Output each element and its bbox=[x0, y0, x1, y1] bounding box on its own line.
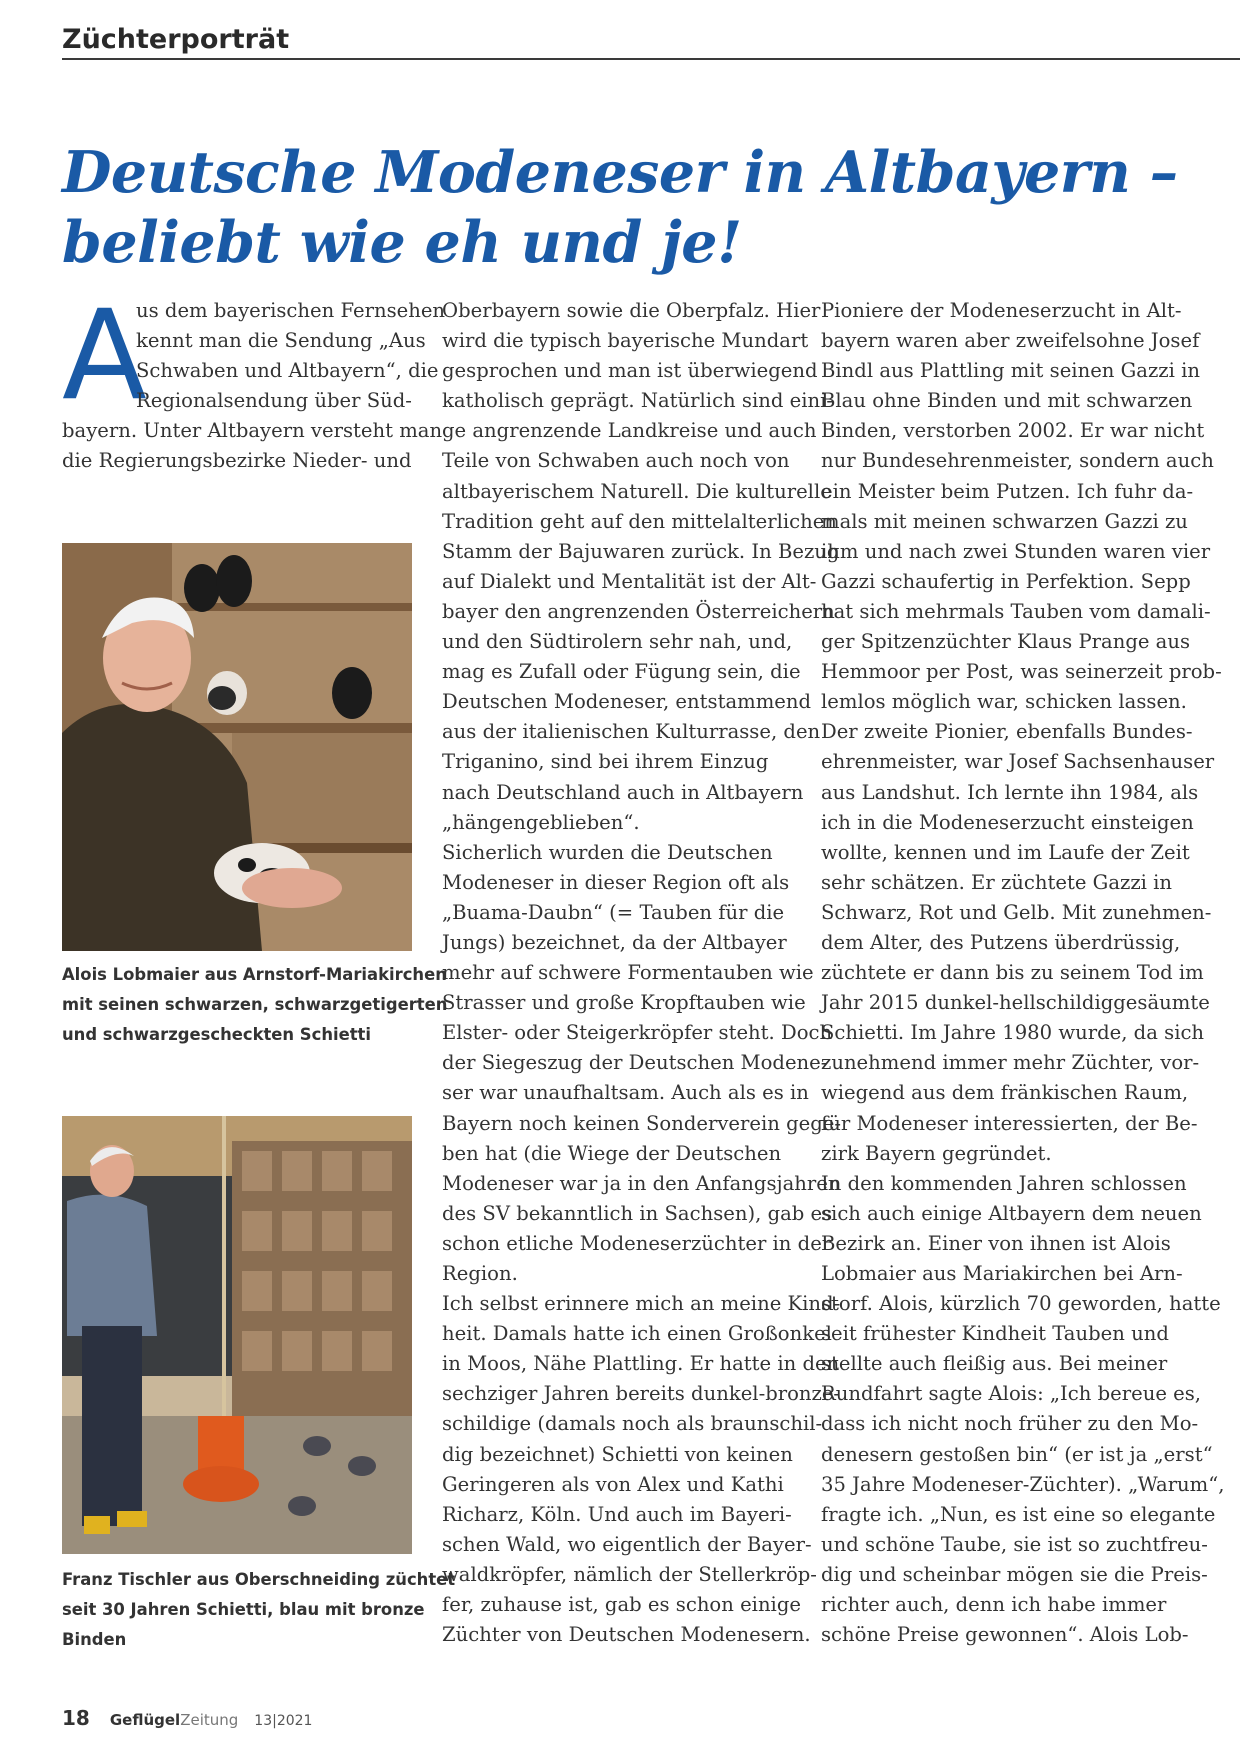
headline-line-1: Deutsche Modeneser in Altbayern – bbox=[62, 139, 1178, 206]
text-line: zunehmend immer mehr Züchter, vor- bbox=[821, 1051, 1200, 1075]
text-line: in Moos, Nähe Plattling. Er hatte in den bbox=[442, 1352, 840, 1376]
text-line: Bindl aus Plattling mit seinen Gazzi in bbox=[821, 359, 1200, 383]
photo-breeder-tischler bbox=[62, 1116, 412, 1554]
text-line: aus der italienischen Kulturrasse, den bbox=[442, 720, 821, 744]
text-line: ein Meister beim Putzen. Ich fuhr da- bbox=[821, 479, 1194, 503]
text-line: sehr schätzen. Er züchtete Gazzi in bbox=[821, 870, 1173, 894]
page-number: 18 bbox=[62, 1706, 90, 1730]
drop-cap: A bbox=[62, 284, 147, 428]
text-line: Hemmoor per Post, was seinerzeit prob- bbox=[821, 660, 1222, 684]
text-column-2 bbox=[442, 296, 841, 1650]
headline-line-2: beliebt wie eh und je! bbox=[62, 209, 742, 276]
text-line: fer, zuhause ist, gab es schon einige bbox=[442, 1593, 801, 1617]
text-line: auf Dialekt und Mentalität ist der Alt- bbox=[442, 569, 817, 593]
text-line: denesern gestoßen bin“ (er ist ja „erst“ bbox=[821, 1442, 1213, 1466]
text-line: mag es Zufall oder Fügung sein, die bbox=[442, 660, 801, 684]
text-line: bayern waren aber zweifelsohne Josef bbox=[821, 329, 1200, 353]
text-line: sich auch einige Altbayern dem neuen bbox=[821, 1201, 1202, 1225]
text-line: Modeneser in dieser Region oft als bbox=[442, 870, 790, 894]
text-line: wiegend aus dem fränkischen Raum, bbox=[821, 1081, 1189, 1105]
text-line: Richarz, Köln. Und auch im Bayeri- bbox=[442, 1502, 792, 1526]
text-line: die Regierungsbezirke Nieder- und bbox=[62, 449, 412, 473]
text-line: schöne Preise gewonnen“. Alois Lob- bbox=[821, 1623, 1189, 1647]
text-line: ihm und nach zwei Stunden waren vier bbox=[821, 539, 1211, 563]
text-line: altbayerischem Naturell. Die kulturelle bbox=[442, 479, 832, 503]
text-line: sechziger Jahren bereits dunkel-bronze- bbox=[442, 1382, 841, 1406]
text-line: ehrenmeister, war Josef Sachsenhauser bbox=[821, 750, 1215, 774]
text-line: Stamm der Bajuwaren zurück. In Bezug bbox=[442, 539, 840, 563]
photo-breeder-lobmaier bbox=[62, 543, 412, 951]
section-title: Züchterporträt bbox=[62, 24, 290, 55]
text-line: seit frühester Kindheit Tauben und bbox=[821, 1322, 1169, 1346]
text-line: Pioniere der Modeneserzucht in Alt- bbox=[821, 299, 1182, 322]
text-line: kennt man die Sendung „Aus bbox=[136, 329, 426, 353]
photo-caption-1 bbox=[62, 960, 448, 1050]
photo-tischler-illustration bbox=[62, 1116, 412, 1554]
text-line: Deutschen Modeneser, entstammend bbox=[442, 690, 812, 714]
text-line: 35 Jahre Modeneser-Züchter). „Warum“, bbox=[821, 1472, 1225, 1496]
text-line: Züchter von Deutschen Modenesern. bbox=[442, 1623, 811, 1647]
text-line: und den Südtirolern sehr nah, und, bbox=[442, 630, 793, 654]
text-line: Bezirk an. Einer von ihnen ist Alois bbox=[821, 1231, 1171, 1255]
text-line: Geringeren als von Alex und Kathi bbox=[442, 1472, 784, 1496]
text-line: us dem bayerischen Fernsehen bbox=[136, 299, 446, 322]
article-headline bbox=[62, 138, 1182, 278]
text-line: des SV bekanntlich in Sachsen), gab es bbox=[442, 1201, 833, 1225]
text-line: Jahr 2015 dunkel-hellschildiggesäumte bbox=[821, 991, 1210, 1015]
text-line: Rundfahrt sagte Alois: „Ich bereue es, bbox=[821, 1382, 1202, 1406]
text-line: Binden, verstorben 2002. Er war nicht bbox=[821, 419, 1205, 443]
caption-line: mit seinen schwarzen, schwarzgetigerten bbox=[62, 995, 448, 1014]
text-line: „Buama-Daubn“ (= Tauben für die bbox=[442, 900, 785, 924]
text-line: bayern. Unter Altbayern versteht man bbox=[62, 419, 443, 443]
magazine-brand-light: Zeitung bbox=[180, 1711, 239, 1729]
text-line: nach Deutschland auch in Altbayern bbox=[442, 780, 804, 804]
text-line: Sicherlich wurden die Deutschen bbox=[442, 840, 773, 864]
text-line: hat sich mehrmals Tauben vom damali- bbox=[821, 599, 1211, 623]
text-line: mehr auf schwere Formentauben wie bbox=[442, 961, 814, 985]
text-line: ben hat (die Wiege der Deutschen bbox=[442, 1141, 782, 1165]
text-line: Oberbayern sowie die Oberpfalz. Hier bbox=[442, 299, 821, 322]
text-line: In den kommenden Jahren schlossen bbox=[821, 1171, 1187, 1195]
text-line: Tradition geht auf den mittelalterlichen bbox=[442, 509, 837, 533]
caption-line: seit 30 Jahren Schietti, blau mit bronze bbox=[62, 1600, 425, 1619]
text-line: dem Alter, des Putzens überdrüssig, bbox=[821, 930, 1181, 954]
text-line: schildige (damals noch als braunschil- bbox=[442, 1412, 823, 1436]
caption-line: und schwarzgescheckten Schietti bbox=[62, 1025, 372, 1044]
text-line: Schietti. Im Jahre 1980 wurde, da sich bbox=[821, 1021, 1205, 1045]
text-line: Elster- oder Steigerkröpfer steht. Doch bbox=[442, 1021, 833, 1045]
text-line: mals mit meinen schwarzen Gazzi zu bbox=[821, 509, 1188, 533]
text-line: gesprochen und man ist überwiegend bbox=[442, 359, 818, 383]
text-line: ge angrenzende Landkreise und auch bbox=[442, 419, 817, 443]
text-line: dig bezeichnet) Schietti von keinen bbox=[442, 1442, 793, 1466]
text-line: katholisch geprägt. Natürlich sind eini- bbox=[442, 389, 833, 413]
text-line: züchtete er dann bis zu seinem Tod im bbox=[821, 961, 1204, 985]
section-header bbox=[62, 22, 1240, 60]
text-line: aus Landshut. Ich lernte ihn 1984, als bbox=[821, 780, 1199, 804]
text-line: Jungs) bezeichnet, da der Altbayer bbox=[442, 930, 787, 954]
text-line: und schöne Taube, sie ist so zuchtfreu- bbox=[821, 1532, 1208, 1556]
text-line: richter auch, denn ich habe immer bbox=[821, 1593, 1167, 1617]
issue-number: 13|2021 bbox=[254, 1713, 313, 1729]
text-line: Strasser und große Kropftauben wie bbox=[442, 991, 806, 1015]
text-line: Schwarz, Rot und Gelb. Mit zunehmen- bbox=[821, 900, 1212, 924]
text-line: Regionalsendung über Süd- bbox=[136, 389, 412, 413]
text-line: für Modeneser interessierten, der Be- bbox=[821, 1111, 1198, 1135]
text-line: Region. bbox=[442, 1262, 518, 1285]
text-line: Schwaben und Altbayern“, die bbox=[136, 359, 439, 383]
text-line: der Siegeszug der Deutschen Modene- bbox=[442, 1051, 828, 1075]
text-line: heit. Damals hatte ich einen Großonkel bbox=[442, 1322, 832, 1346]
text-line: zirk Bayern gegründet. bbox=[821, 1141, 1052, 1165]
photo-caption-2 bbox=[62, 1565, 456, 1655]
text-line: schen Wald, wo eigentlich der Bayer- bbox=[442, 1532, 812, 1556]
text-line: dig und scheinbar mögen sie die Preis- bbox=[821, 1562, 1208, 1586]
text-line: lemlos möglich war, schicken lassen. bbox=[821, 690, 1187, 714]
page-footer bbox=[62, 1706, 312, 1734]
caption-line: Alois Lobmaier aus Arnstorf-Mariakirchen bbox=[62, 965, 447, 984]
photo-lobmaier-illustration bbox=[62, 543, 412, 951]
text-line: Triganino, sind bei ihrem Einzug bbox=[442, 750, 769, 774]
caption-line: Binden bbox=[62, 1630, 127, 1649]
text-column-1 bbox=[62, 284, 446, 477]
text-line: „hängengeblieben“. bbox=[442, 810, 640, 834]
text-line: Bayern noch keinen Sonderverein gege- bbox=[442, 1111, 841, 1135]
caption-line: Franz Tischler aus Oberschneiding züchtet bbox=[62, 1570, 456, 1589]
text-line: wird die typisch bayerische Mundart bbox=[442, 329, 809, 353]
text-line: ger Spitzenzüchter Klaus Prange aus bbox=[821, 630, 1191, 654]
text-line: wollte, kennen und im Laufe der Zeit bbox=[821, 840, 1190, 864]
text-line: nur Bundesehrenmeister, sondern auch bbox=[821, 449, 1214, 473]
text-line: schon etliche Modeneserzüchter in der bbox=[442, 1231, 832, 1255]
magazine-brand-bold: Geflügel bbox=[109, 1711, 181, 1729]
text-line: Der zweite Pionier, ebenfalls Bundes- bbox=[821, 720, 1193, 744]
text-line: Teile von Schwaben auch noch von bbox=[442, 449, 790, 473]
text-line: ser war unaufhaltsam. Auch als es in bbox=[442, 1081, 809, 1105]
text-line: fragte ich. „Nun, es ist eine so elegante bbox=[821, 1502, 1216, 1526]
text-line: bayer den angrenzenden Österreichern bbox=[442, 599, 835, 623]
text-line: Lobmaier aus Mariakirchen bei Arn- bbox=[821, 1262, 1183, 1285]
text-line: stellte auch fleißig aus. Bei meiner bbox=[821, 1352, 1168, 1376]
text-line: Modeneser war ja in den Anfangsjahren bbox=[442, 1171, 841, 1195]
text-line: ich in die Modeneserzucht einsteigen bbox=[821, 810, 1194, 834]
text-column-3 bbox=[821, 296, 1225, 1650]
text-line: waldkröpfer, nämlich der Stellerkröp- bbox=[442, 1562, 817, 1586]
text-line: Ich selbst erinnere mich an meine Kind- bbox=[442, 1292, 841, 1316]
text-line: Gazzi schaufertig in Perfektion. Sepp bbox=[821, 569, 1191, 593]
text-line: Blau ohne Binden und mit schwarzen bbox=[821, 389, 1193, 413]
text-line: dass ich nicht noch früher zu den Mo- bbox=[821, 1412, 1199, 1436]
text-line: storf. Alois, kürzlich 70 geworden, hatte bbox=[821, 1292, 1221, 1316]
